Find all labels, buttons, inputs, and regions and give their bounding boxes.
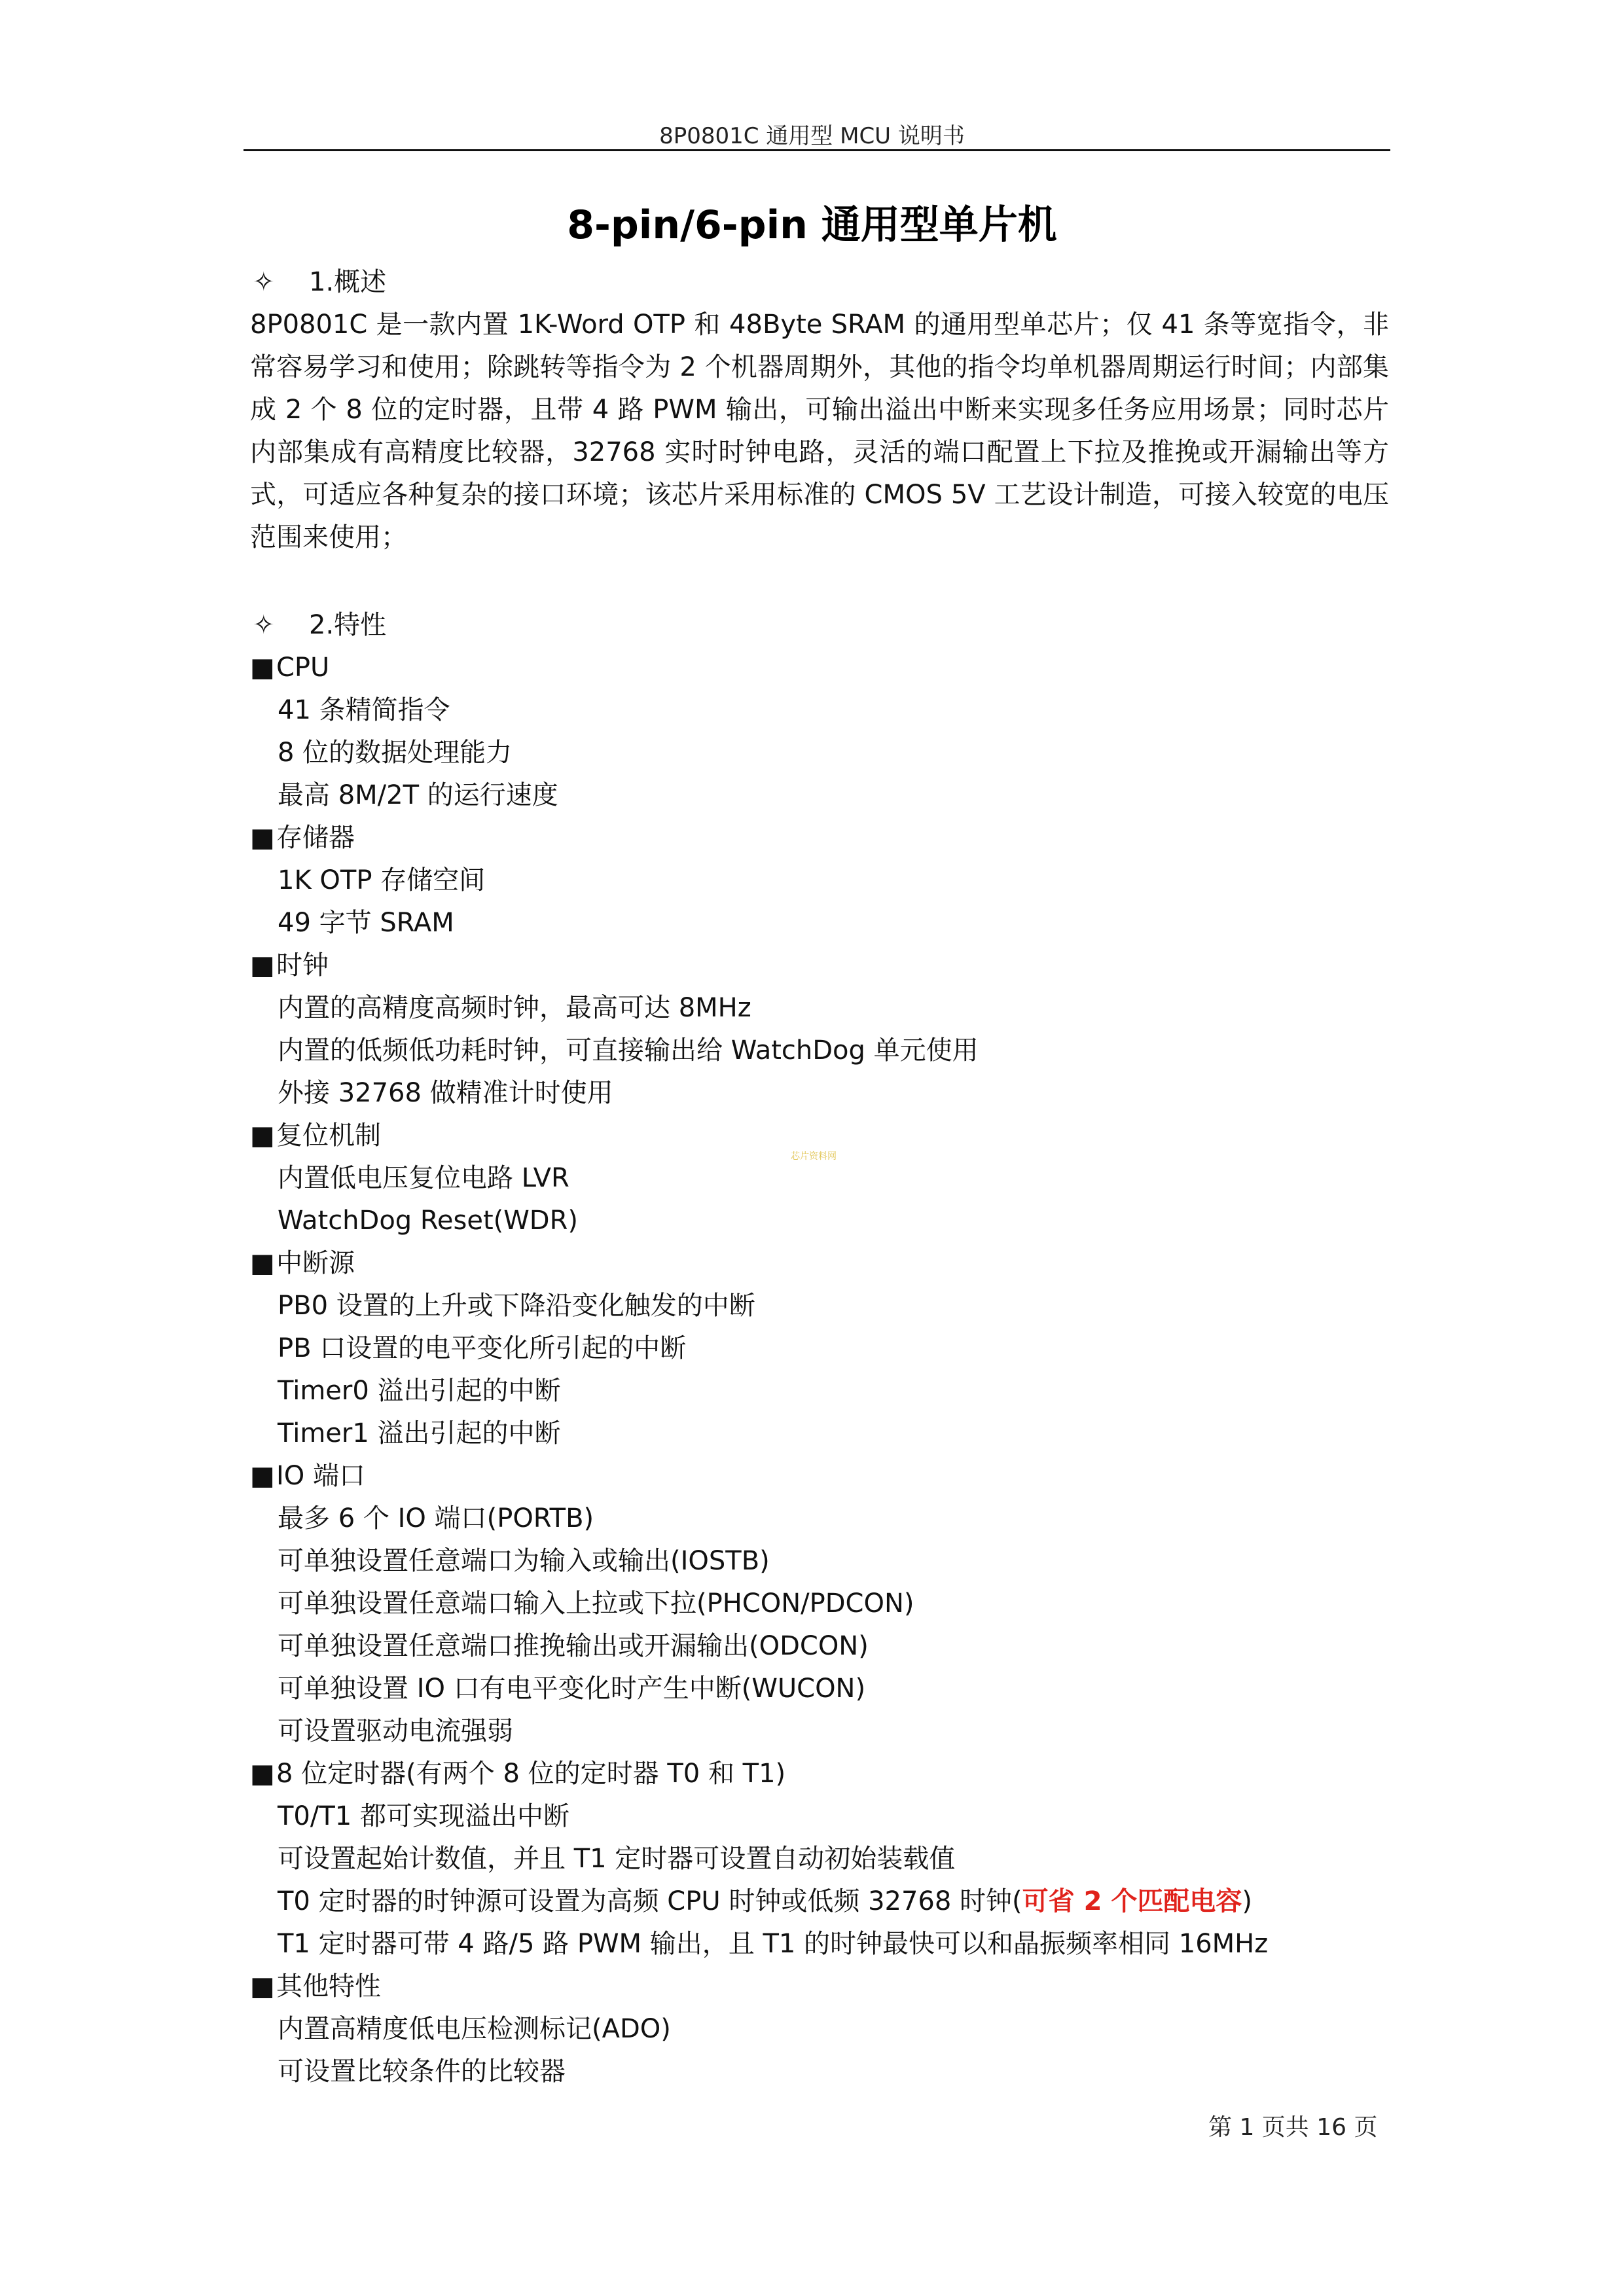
feature-item-text: 可单独设置任意端口为输入或输出(IOSTB) [278, 1546, 770, 1576]
feature-item [250, 1200, 1389, 1242]
feature-category [250, 1242, 1389, 1285]
feature-item [250, 902, 1389, 944]
feature-category [250, 944, 1389, 987]
feature-item-text: 41 条精简指令 [278, 695, 450, 725]
feature-item [250, 1880, 1389, 1923]
feature-item [250, 774, 1389, 817]
feature-item [250, 1072, 1389, 1115]
feature-category [250, 1753, 1389, 1795]
feature-item-text: 内置低电压复位电路 LVR [278, 1163, 569, 1193]
feature-item-text: 内置的高精度高频时钟，最高可达 8MHz [278, 993, 751, 1023]
feature-item-text: T1 定时器可带 4 路/5 路 PWM 输出，且 T1 的时钟最快可以和晶振频率相同 16MHz [278, 1929, 1269, 1959]
square-bullet-icon: ■ [250, 1248, 275, 1278]
feature-category-title: 中断源 [276, 1248, 355, 1278]
feature-item-text: PB0 设置的上升或下降沿变化触发的中断 [278, 1291, 755, 1321]
feature-item [250, 1498, 1389, 1540]
document-title: 8-pin/6-pin 通用型单片机 [567, 202, 1057, 248]
feature-item-text: PB 口设置的电平变化所引起的中断 [278, 1333, 687, 1363]
document-body [250, 260, 1389, 2093]
feature-category-title: IO 端口 [276, 1461, 365, 1491]
section-heading-text: 2.特性 [309, 610, 387, 640]
feature-item-text: 外接 32768 做精准计时使用 [278, 1078, 613, 1108]
feature-item-tail: ) [1242, 1886, 1252, 1916]
feature-category [250, 647, 1389, 689]
feature-item [250, 1923, 1389, 1965]
square-bullet-icon: ■ [250, 950, 275, 980]
feature-item-text: 内置高精度低电压检测标记(ADO) [278, 2014, 671, 2044]
section-heading-features [250, 603, 1389, 647]
square-bullet-icon: ■ [250, 653, 275, 683]
header-title: 8P0801C 通用型 MCU 说明书 [659, 123, 965, 149]
square-bullet-icon: ■ [250, 1121, 275, 1151]
overview-paragraph: 8P0801C 是一款内置 1K-Word OTP 和 48Byte SRAM 的通用型单芯片；仅 41 条等宽指令，非常容易学习和使用；除跳转等指令为 2 个机器周期外，其他的指令均单机器周期运行时间；内部集成 2 个 8 位的定时器，且带 4 路 PWM 输出，可输出溢出中断来实现多任务应用场景；同时芯片内部集成有高精度比较器，32768 实时时钟电路，灵活的端口配置上下拉及推挽或开漏输出等方式，可适应各种复杂的接口环境；该芯片采用标准的 CMOS 5V 工艺设计制造，可接入较宽的电压范围来使用； [250, 310, 1389, 552]
feature-item-text: 可单独设置任意端口推挽输出或开漏输出(ODCON) [278, 1631, 869, 1661]
feature-item-text: 最多 6 个 IO 端口(PORTB) [278, 1503, 594, 1534]
square-bullet-icon: ■ [250, 1759, 275, 1789]
feature-item-text: 内置的低频低功耗时钟，可直接输出给 WatchDog 单元使用 [278, 1035, 979, 1066]
feature-item [250, 1412, 1389, 1455]
feature-item-text: T0 定时器的时钟源可设置为高频 CPU 时钟或低频 32768 时钟( [278, 1886, 1022, 1916]
feature-item [250, 1327, 1389, 1370]
feature-category [250, 817, 1389, 859]
feature-item-text: 最高 8M/2T 的运行速度 [278, 780, 558, 810]
feature-list [250, 647, 1389, 2093]
feature-item [250, 1030, 1389, 1072]
feature-item-text: 可设置比较条件的比较器 [278, 2056, 566, 2087]
feature-category-title: 存储器 [276, 823, 355, 853]
feature-category-title: 其他特性 [276, 1971, 381, 2001]
feature-item [250, 1157, 1389, 1200]
feature-item [250, 1838, 1389, 1880]
feature-category-title: 时钟 [276, 950, 329, 980]
feature-item [250, 1540, 1389, 1583]
feature-item-text: 1K OTP 存储空间 [278, 865, 486, 895]
feature-item [250, 1795, 1389, 1838]
feature-item-text: Timer1 溢出引起的中断 [278, 1418, 561, 1448]
square-bullet-icon: ■ [250, 1971, 275, 2001]
feature-item [250, 1583, 1389, 1625]
feature-item [250, 859, 1389, 902]
feature-item-text: 8 位的数据处理能力 [278, 738, 513, 768]
feature-category [250, 1455, 1389, 1498]
highlight-text: 可省 2 个匹配电容 [1022, 1886, 1242, 1916]
feature-category-title: 复位机制 [276, 1121, 381, 1151]
watermark: 芯片资料网 [791, 1151, 837, 1162]
feature-item [250, 1625, 1389, 1668]
feature-item-text: Timer0 溢出引起的中断 [278, 1376, 561, 1406]
square-bullet-icon: ■ [250, 1461, 275, 1491]
diamond-bullet-icon: ✧ [253, 610, 275, 640]
feature-item-text: WatchDog Reset(WDR) [278, 1206, 579, 1236]
feature-item [250, 1668, 1389, 1710]
section-heading-overview [250, 260, 1389, 304]
diamond-bullet-icon: ✧ [253, 267, 275, 297]
header-rule [244, 149, 1390, 151]
feature-item-text: 可单独设置任意端口输入上拉或下拉(PHCON/PDCON) [278, 1588, 914, 1619]
feature-item [250, 689, 1389, 732]
feature-item-text: T0/T1 都可实现溢出中断 [278, 1801, 569, 1831]
feature-item-text: 可设置起始计数值，并且 T1 定时器可设置自动初始装载值 [278, 1844, 956, 1874]
feature-item [250, 2008, 1389, 2051]
feature-item-text: 49 字节 SRAM [278, 908, 454, 938]
spacer [250, 559, 1389, 603]
feature-item [250, 987, 1389, 1030]
section-heading-text: 1.概述 [309, 267, 387, 297]
feature-item [250, 2051, 1389, 2093]
feature-category-title: CPU [276, 653, 330, 683]
feature-item-text: 可设置驱动电流强弱 [278, 1716, 513, 1746]
feature-category [250, 1965, 1389, 2008]
feature-category-title: 8 位定时器(有两个 8 位的定时器 T0 和 T1) [276, 1759, 786, 1789]
feature-item [250, 1370, 1389, 1412]
feature-item [250, 1710, 1389, 1753]
square-bullet-icon: ■ [250, 823, 275, 853]
page-number: 第 1 页共 16 页 [1208, 2114, 1378, 2141]
feature-item [250, 1285, 1389, 1327]
feature-item-text: 可单独设置 IO 口有电平变化时产生中断(WUCON) [278, 1674, 866, 1704]
feature-item [250, 732, 1389, 774]
